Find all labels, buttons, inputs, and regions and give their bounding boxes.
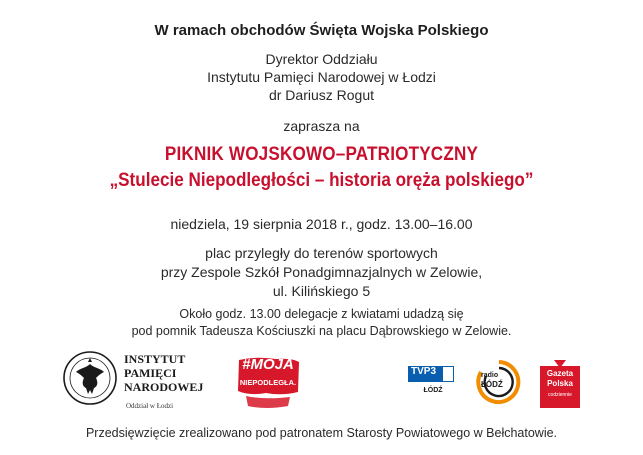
patronage-footer: Przedsięwzięcie zrealizowano pod patronatem Starosty Powiatowego w Bełchatowie. (85, 426, 558, 440)
radio-label: radio (481, 372, 499, 379)
organizer-title: Dyrektor Oddziału (265, 51, 378, 67)
ipn-logo (62, 344, 212, 412)
event-title: PIKNIK WOJSKOWO–PATRIOTYCZNY (164, 144, 479, 165)
gazeta-name: Gazeta (546, 369, 574, 378)
radio-city: ŁÓDŹ (481, 380, 503, 389)
location-address: ul. Kilińskiego 5 (272, 283, 371, 299)
ipn-name: INSTYTUT PAMIĘCI NARODOWEJ (124, 352, 204, 394)
eagle-emblem-icon (62, 350, 118, 406)
gazeta-polska-logo (540, 360, 580, 408)
invites-text: zaprasza na (283, 118, 360, 134)
niep-word: NIEPODLEGŁA. (239, 378, 297, 387)
organizer-institution: Instytutu Pamięci Narodowej w Łodzi (207, 69, 436, 85)
ipn-branch: Oddział w Łodzi (126, 402, 174, 410)
moja-niepodlegla-logo (236, 356, 302, 412)
notice-line: Około godz. 13.00 delegacje z kwiatami udadzą się (179, 307, 464, 321)
organizer-block (0, 50, 643, 104)
event-date: niedziela, 19 sierpnia 2018 r., godz. 13.00–16.00 (170, 216, 473, 232)
tvp-name: TVP3 (411, 366, 437, 377)
notice-line: pod pomnik Tadeusza Kościuszki na placu Dąbrowskiego w Zelowie. (131, 324, 512, 338)
tvp-city: ŁÓDŹ (423, 387, 443, 394)
event-heading: W ramach obchodów Święta Wojska Polskiego (154, 22, 489, 39)
event-subtitle: „Stulecie Niepodległości – historia oręża polskiego” (109, 170, 534, 191)
niep-hashtag: #MOJA (242, 356, 294, 373)
gazeta-tagline: codziennie (548, 392, 572, 398)
gazeta-name: Polska (547, 379, 573, 388)
radio-lodz-logo (475, 358, 523, 406)
notice-block (0, 306, 643, 340)
tvp3-logo (407, 365, 457, 399)
organizer-person: dr Dariusz Rogut (268, 87, 375, 103)
location-line: przy Zespole Szkół Ponadgimnazjalnych w Zelowie, (160, 264, 483, 280)
location-line: plac przyległy do terenów sportowych (205, 245, 438, 261)
location-block (0, 244, 643, 301)
